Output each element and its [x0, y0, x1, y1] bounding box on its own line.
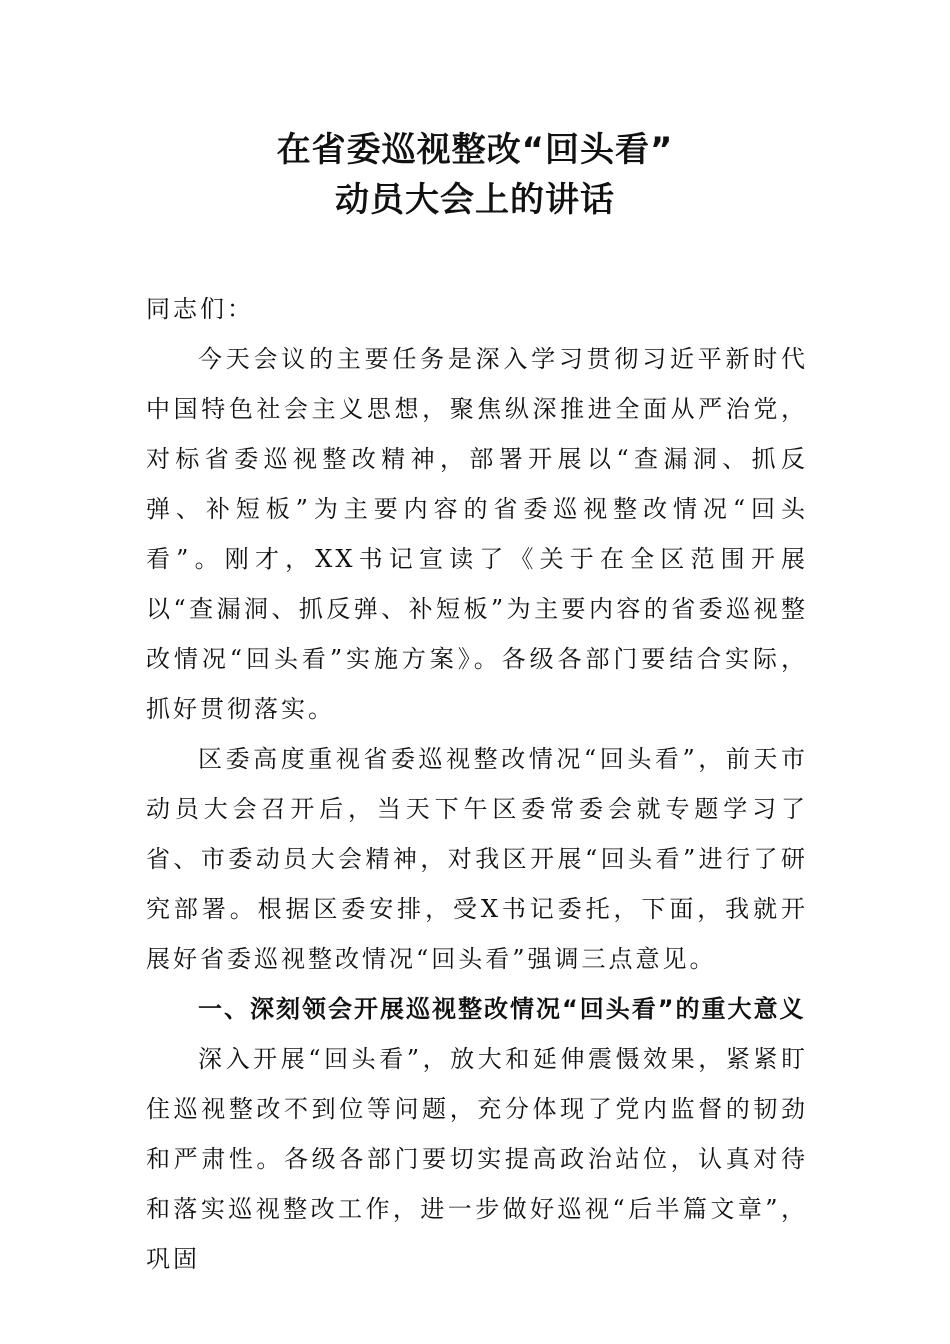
- section-1-paragraph-1: 深入开展“回头看”，放大和延伸震慑效果，紧紧盯住巡视整改不到位等问题，充分体现了党内监督的韧劲和严肃性。各级各部门要切实提高政治站位，认真对待和落实巡视整改工作，进一步做好巡视“后半篇文章”，巩固: [146, 1045, 808, 1273]
- document-title-line-2: 动员大会上的讲话: [335, 180, 615, 220]
- document-title-line-1: 在省委巡视整改“回头看”: [276, 130, 674, 170]
- paragraph-2: 区委高度重视省委巡视整改情况“回头看”，前天市动员大会召开后，当天下午区委常委会就专题学习了省、市委动员大会精神，对我区开展“回头看”进行了研究部署。根据区委安排，受X书记委托，下面，我就开展好省委巡视整改情况“回头看”强调三点意见。: [146, 745, 808, 973]
- paragraph-1: 今天会议的主要任务是深入学习贯彻习近平新时代中国特色社会主义思想，聚焦纵深推进全面从严治党，对标省委巡视整改精神，部署开展以“查漏洞、抓反弹、补短板”为主要内容的省委巡视整改情况“回头看”。刚才，XX书记宣读了《关于在全区范围开展以“查漏洞、抓反弹、补短板”为主要内容的省委巡视整改情况“回头看”实施方案》。各级各部门要结合实际，抓好贯彻落实。: [146, 345, 808, 723]
- section-heading-1: 一、深刻领会开展巡视整改情况“回头看”的重大意义: [198, 995, 806, 1023]
- salutation: 同志们：: [146, 295, 254, 323]
- document-body: [146, 284, 808, 1284]
